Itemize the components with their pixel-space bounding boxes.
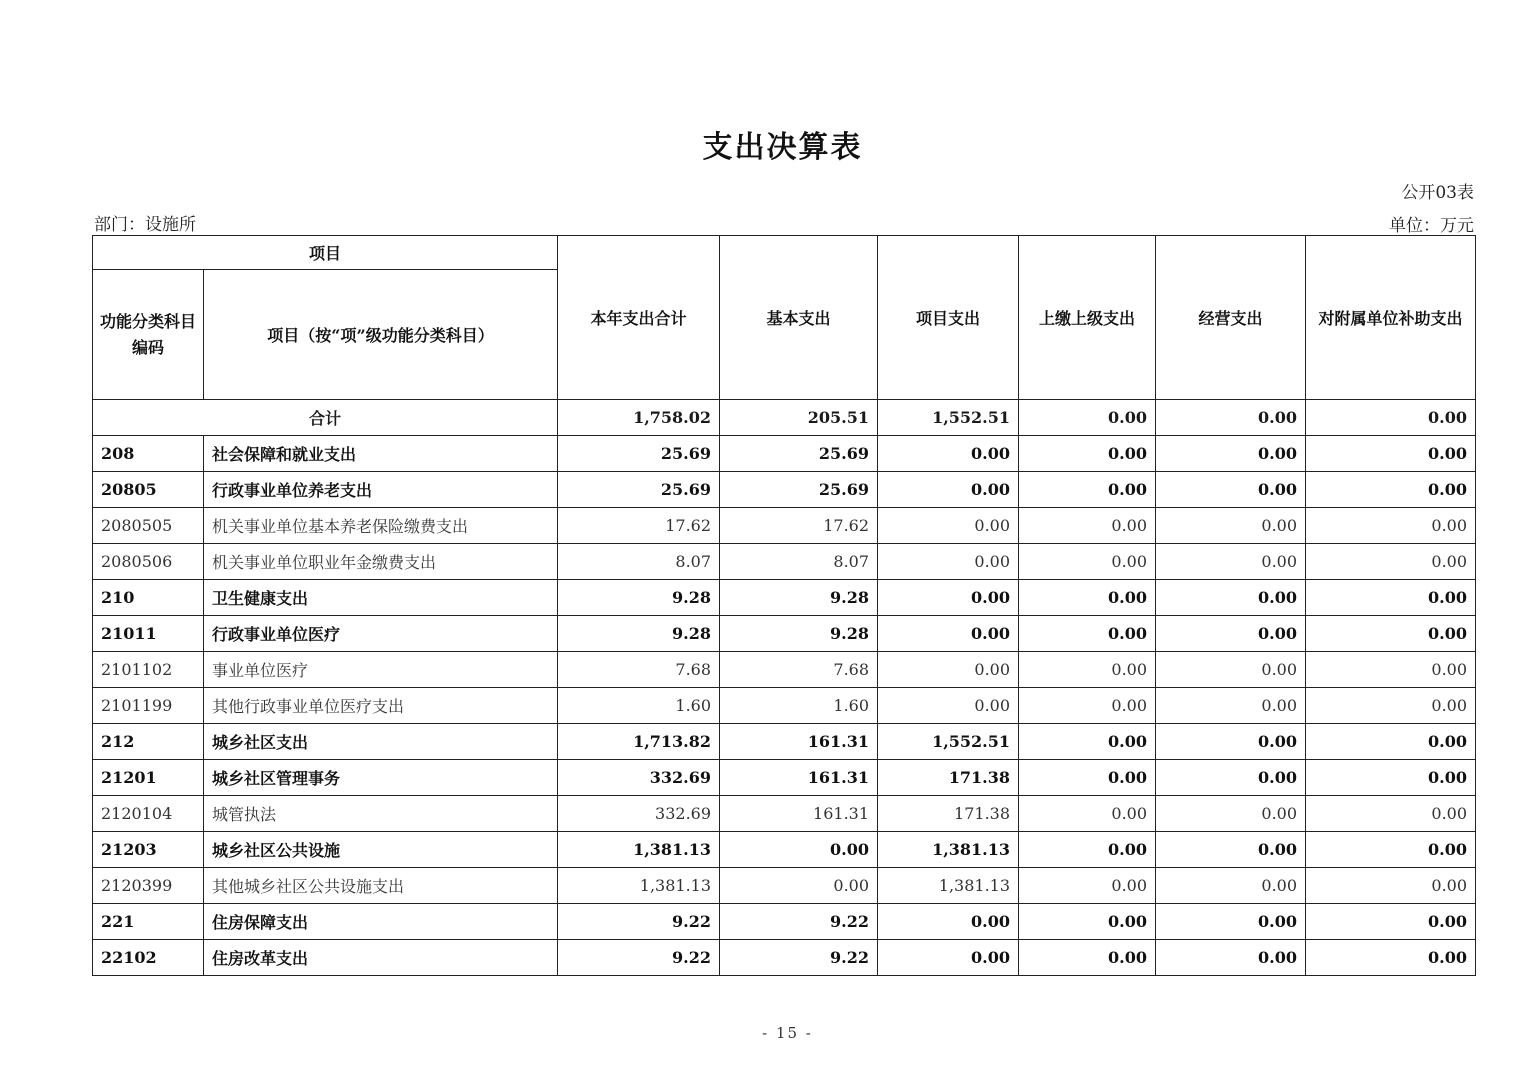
cell-upper: 0.00 — [1019, 760, 1156, 796]
header-project: 项目支出 — [878, 236, 1019, 400]
table-row — [93, 832, 1476, 868]
cell-subsidiary: 0.00 — [1306, 508, 1476, 544]
total-total: 1,758.02 — [558, 400, 720, 436]
cell-total: 25.69 — [558, 472, 720, 508]
cell-name: 社会保障和就业支出 — [204, 436, 558, 472]
cell-subsidiary: 0.00 — [1306, 760, 1476, 796]
cell-basic: 1.60 — [720, 688, 878, 724]
cell-total: 7.68 — [558, 652, 720, 688]
cell-business: 0.00 — [1156, 832, 1306, 868]
header-name: 项目（按“项”级功能分类科目） — [204, 270, 558, 400]
cell-upper: 0.00 — [1019, 868, 1156, 904]
cell-business: 0.00 — [1156, 904, 1306, 940]
cell-upper: 0.00 — [1019, 688, 1156, 724]
cell-total: 9.22 — [558, 940, 720, 976]
cell-business: 0.00 — [1156, 616, 1306, 652]
cell-total: 1,381.13 — [558, 868, 720, 904]
cell-basic: 25.69 — [720, 472, 878, 508]
cell-name: 行政事业单位养老支出 — [204, 472, 558, 508]
cell-code: 208 — [93, 436, 204, 472]
cell-name: 事业单位医疗 — [204, 652, 558, 688]
table-row — [93, 580, 1476, 616]
cell-subsidiary: 0.00 — [1306, 580, 1476, 616]
cell-basic: 0.00 — [720, 868, 878, 904]
cell-business: 0.00 — [1156, 544, 1306, 580]
cell-business: 0.00 — [1156, 580, 1306, 616]
cell-project: 0.00 — [878, 436, 1019, 472]
cell-basic: 25.69 — [720, 436, 878, 472]
cell-project: 0.00 — [878, 904, 1019, 940]
expenditure-table — [92, 235, 1476, 976]
cell-code: 212 — [93, 724, 204, 760]
total-subsidiary: 0.00 — [1306, 400, 1476, 436]
cell-subsidiary: 0.00 — [1306, 688, 1476, 724]
page-number: - 15 - — [762, 1024, 813, 1042]
table-row — [93, 472, 1476, 508]
cell-basic: 9.22 — [720, 940, 878, 976]
cell-total: 9.28 — [558, 580, 720, 616]
cell-code: 21203 — [93, 832, 204, 868]
page-title: 支出决算表 — [702, 130, 863, 165]
cell-upper: 0.00 — [1019, 508, 1156, 544]
cell-upper: 0.00 — [1019, 580, 1156, 616]
cell-basic: 161.31 — [720, 724, 878, 760]
total-row — [93, 400, 1476, 436]
cell-code: 2101199 — [93, 688, 204, 724]
cell-project: 0.00 — [878, 652, 1019, 688]
cell-project: 171.38 — [878, 796, 1019, 832]
cell-basic: 9.28 — [720, 616, 878, 652]
cell-project: 0.00 — [878, 940, 1019, 976]
cell-total: 1,381.13 — [558, 832, 720, 868]
total-upper: 0.00 — [1019, 400, 1156, 436]
cell-total: 9.22 — [558, 904, 720, 940]
cell-subsidiary: 0.00 — [1306, 940, 1476, 976]
cell-upper: 0.00 — [1019, 796, 1156, 832]
table-row — [93, 940, 1476, 976]
cell-total: 9.28 — [558, 616, 720, 652]
department-label: 部门：设施所 — [94, 215, 196, 235]
cell-subsidiary: 0.00 — [1306, 796, 1476, 832]
cell-subsidiary: 0.00 — [1306, 652, 1476, 688]
total-business: 0.00 — [1156, 400, 1306, 436]
header-total: 本年支出合计 — [558, 236, 720, 400]
cell-upper: 0.00 — [1019, 724, 1156, 760]
cell-name: 其他城乡社区公共设施支出 — [204, 868, 558, 904]
cell-business: 0.00 — [1156, 472, 1306, 508]
cell-upper: 0.00 — [1019, 472, 1156, 508]
cell-subsidiary: 0.00 — [1306, 472, 1476, 508]
cell-name: 城管执法 — [204, 796, 558, 832]
cell-business: 0.00 — [1156, 796, 1306, 832]
cell-name: 城乡社区管理事务 — [204, 760, 558, 796]
cell-code: 2120104 — [93, 796, 204, 832]
header-subsidiary: 对附属单位补助支出 — [1306, 236, 1476, 400]
cell-code: 221 — [93, 904, 204, 940]
cell-project: 1,381.13 — [878, 832, 1019, 868]
unit-label: 单位：万元 — [1389, 216, 1474, 236]
cell-project: 1,381.13 — [878, 868, 1019, 904]
cell-name: 住房改革支出 — [204, 940, 558, 976]
cell-total: 332.69 — [558, 760, 720, 796]
cell-code: 22102 — [93, 940, 204, 976]
cell-code: 21201 — [93, 760, 204, 796]
table-row — [93, 616, 1476, 652]
cell-basic: 161.31 — [720, 796, 878, 832]
table-body — [93, 400, 1476, 976]
cell-business: 0.00 — [1156, 868, 1306, 904]
cell-subsidiary: 0.00 — [1306, 436, 1476, 472]
header-basic: 基本支出 — [720, 236, 878, 400]
cell-subsidiary: 0.00 — [1306, 868, 1476, 904]
table-row — [93, 796, 1476, 832]
cell-code: 2080506 — [93, 544, 204, 580]
cell-total: 1,713.82 — [558, 724, 720, 760]
table-row — [93, 508, 1476, 544]
cell-project: 0.00 — [878, 616, 1019, 652]
cell-basic: 9.28 — [720, 580, 878, 616]
cell-project: 0.00 — [878, 472, 1019, 508]
cell-basic: 9.22 — [720, 904, 878, 940]
cell-business: 0.00 — [1156, 436, 1306, 472]
cell-basic: 161.31 — [720, 760, 878, 796]
table-row — [93, 436, 1476, 472]
table-row — [93, 760, 1476, 796]
cell-code: 2080505 — [93, 508, 204, 544]
cell-upper: 0.00 — [1019, 436, 1156, 472]
cell-business: 0.00 — [1156, 760, 1306, 796]
cell-business: 0.00 — [1156, 688, 1306, 724]
cell-upper: 0.00 — [1019, 652, 1156, 688]
cell-basic: 8.07 — [720, 544, 878, 580]
cell-business: 0.00 — [1156, 724, 1306, 760]
cell-name: 其他行政事业单位医疗支出 — [204, 688, 558, 724]
cell-code: 21011 — [93, 616, 204, 652]
cell-project: 0.00 — [878, 580, 1019, 616]
cell-project: 0.00 — [878, 688, 1019, 724]
cell-upper: 0.00 — [1019, 832, 1156, 868]
cell-name: 城乡社区支出 — [204, 724, 558, 760]
cell-name: 行政事业单位医疗 — [204, 616, 558, 652]
header-row-top — [93, 236, 1476, 270]
cell-upper: 0.00 — [1019, 544, 1156, 580]
cell-total: 25.69 — [558, 436, 720, 472]
cell-basic: 17.62 — [720, 508, 878, 544]
cell-name: 卫生健康支出 — [204, 580, 558, 616]
cell-subsidiary: 0.00 — [1306, 724, 1476, 760]
header-business: 经营支出 — [1156, 236, 1306, 400]
cell-project: 171.38 — [878, 760, 1019, 796]
cell-business: 0.00 — [1156, 652, 1306, 688]
cell-code: 20805 — [93, 472, 204, 508]
table-row — [93, 868, 1476, 904]
cell-total: 332.69 — [558, 796, 720, 832]
cell-code: 2120399 — [93, 868, 204, 904]
cell-project: 1,552.51 — [878, 724, 1019, 760]
cell-subsidiary: 0.00 — [1306, 544, 1476, 580]
cell-name: 住房保障支出 — [204, 904, 558, 940]
table-row — [93, 724, 1476, 760]
header-project-group: 项目 — [93, 236, 558, 270]
header-code: 功能分类科目编码 — [93, 270, 204, 400]
cell-subsidiary: 0.00 — [1306, 904, 1476, 940]
cell-total: 17.62 — [558, 508, 720, 544]
cell-code: 2101102 — [93, 652, 204, 688]
cell-subsidiary: 0.00 — [1306, 832, 1476, 868]
cell-subsidiary: 0.00 — [1306, 616, 1476, 652]
header-upper: 上缴上级支出 — [1019, 236, 1156, 400]
cell-name: 城乡社区公共设施 — [204, 832, 558, 868]
cell-basic: 0.00 — [720, 832, 878, 868]
cell-business: 0.00 — [1156, 940, 1306, 976]
cell-name: 机关事业单位职业年金缴费支出 — [204, 544, 558, 580]
cell-basic: 7.68 — [720, 652, 878, 688]
cell-code: 210 — [93, 580, 204, 616]
total-label: 合计 — [93, 400, 558, 436]
cell-total: 1.60 — [558, 688, 720, 724]
cell-upper: 0.00 — [1019, 904, 1156, 940]
cell-project: 0.00 — [878, 508, 1019, 544]
cell-total: 8.07 — [558, 544, 720, 580]
table-row — [93, 688, 1476, 724]
cell-project: 0.00 — [878, 544, 1019, 580]
table-row — [93, 652, 1476, 688]
table-row — [93, 904, 1476, 940]
total-basic: 205.51 — [720, 400, 878, 436]
cell-upper: 0.00 — [1019, 940, 1156, 976]
cell-name: 机关事业单位基本养老保险缴费支出 — [204, 508, 558, 544]
cell-upper: 0.00 — [1019, 616, 1156, 652]
form-number: 公开03表 — [1401, 183, 1474, 203]
table-row — [93, 544, 1476, 580]
cell-business: 0.00 — [1156, 508, 1306, 544]
total-project: 1,552.51 — [878, 400, 1019, 436]
